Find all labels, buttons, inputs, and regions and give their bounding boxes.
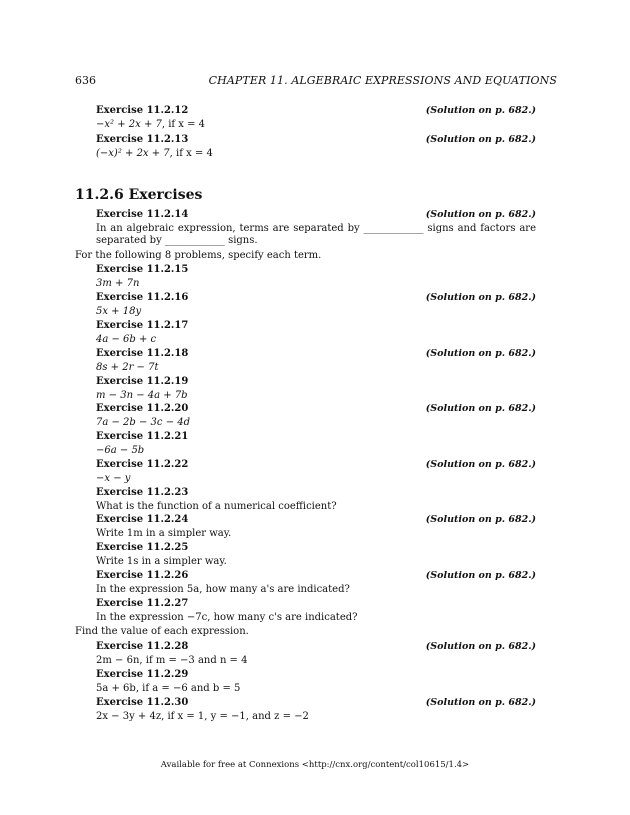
exercise-title: Exercise 11.2.26 — [96, 570, 189, 581]
exercise-block — [96, 431, 536, 457]
exercise-block — [96, 105, 536, 131]
solution-link[interactable]: (Solution on p. 682.) — [425, 403, 536, 414]
exercise-title: Exercise 11.2.29 — [96, 669, 189, 680]
exercise-title: Exercise 11.2.27 — [96, 598, 189, 609]
exercise-block — [96, 514, 536, 540]
exercise-expression: (−x)² + 2x + 7 — [96, 148, 170, 159]
solution-link[interactable]: (Solution on p. 682.) — [425, 697, 536, 708]
exercise-block — [96, 320, 536, 346]
exercise-title: Exercise 11.2.17 — [96, 320, 189, 331]
exercise-block — [96, 134, 536, 160]
exercise-block — [96, 348, 536, 374]
page-footer: Available for free at Connexions <http://cnx.org/content/col10615/1.4> — [160, 760, 470, 770]
solution-link[interactable]: (Solution on p. 682.) — [425, 459, 536, 470]
exercise-body: Write 1s in a simpler way. — [96, 556, 227, 567]
exercise-title: Exercise 11.2.14 — [96, 209, 189, 220]
page-number: 636 — [75, 74, 96, 87]
solution-link[interactable]: (Solution on p. 682.) — [425, 570, 536, 581]
solution-link[interactable]: (Solution on p. 682.) — [425, 105, 536, 116]
exercise-expression: −x² + 2x + 7 — [96, 119, 162, 130]
page-header — [75, 74, 557, 90]
exercise-title: Exercise 11.2.18 — [96, 348, 189, 359]
exercise-block — [96, 376, 536, 402]
exercise-title: Exercise 11.2.22 — [96, 459, 189, 470]
exercise-title: Exercise 11.2.30 — [96, 697, 189, 708]
exercise-condition: , if x = 4 — [161, 119, 206, 130]
exercise-block — [96, 292, 536, 318]
exercise-title: Exercise 11.2.28 — [96, 641, 189, 652]
exercise-block — [96, 697, 536, 723]
exercise-body: −x − y — [96, 473, 131, 484]
exercise-condition: , if x = 4 — [169, 148, 213, 159]
exercise-block — [96, 209, 536, 247]
exercise-block — [96, 459, 536, 485]
exercise-body: In an algebraic expression, terms are separated by ____________ signs and factors are separated by ____________ signs. — [96, 223, 536, 246]
exercise-body: 3m + 7n — [96, 278, 140, 289]
exercise-block — [96, 570, 536, 596]
exercise-title: Exercise 11.2.23 — [96, 487, 189, 498]
solution-link[interactable]: (Solution on p. 682.) — [425, 209, 536, 220]
exercise-title: Exercise 11.2.15 — [96, 264, 189, 275]
exercise-body: 2m − 6n, if m = −3 and n = 4 — [96, 655, 248, 666]
exercise-body: What is the function of a numerical coefficient? — [96, 501, 337, 512]
exercise-block — [96, 264, 536, 290]
chapter-title: CHAPTER 11. ALGEBRAIC EXPRESSIONS AND EQUATIONS — [208, 74, 557, 87]
exercise-body: 2x − 3y + 4z, if x = 1, y = −1, and z = −2 — [96, 711, 309, 722]
instruction-text: Find the value of each expression. — [75, 626, 249, 637]
exercise-block — [96, 598, 536, 624]
exercise-body: 5a + 6b, if a = −6 and b = 5 — [96, 683, 241, 694]
exercise-body: In the expression 5a, how many a's are indicated? — [96, 584, 350, 595]
exercise-body: 8s + 2r − 7t — [96, 362, 159, 373]
solution-link[interactable]: (Solution on p. 682.) — [425, 514, 536, 525]
exercise-title: Exercise 11.2.25 — [96, 542, 189, 553]
exercise-title: Exercise 11.2.19 — [96, 376, 189, 387]
exercise-body — [96, 119, 536, 131]
exercise-title: Exercise 11.2.20 — [96, 403, 189, 414]
exercise-body: 4a − 6b + c — [96, 334, 157, 345]
exercise-block — [96, 542, 536, 568]
exercise-title: Exercise 11.2.16 — [96, 292, 189, 303]
exercise-body — [96, 148, 536, 160]
exercise-title: Exercise 11.2.13 — [96, 134, 189, 145]
solution-link[interactable]: (Solution on p. 682.) — [425, 134, 536, 145]
exercise-block — [96, 669, 536, 695]
exercise-block — [96, 403, 536, 429]
exercise-body: −6a − 5b — [96, 445, 145, 456]
exercise-title: Exercise 11.2.21 — [96, 431, 189, 442]
exercise-body: m − 3n − 4a + 7b — [96, 390, 188, 401]
solution-link[interactable]: (Solution on p. 682.) — [425, 641, 536, 652]
exercise-title: Exercise 11.2.24 — [96, 514, 189, 525]
exercise-body: Write 1m in a simpler way. — [96, 528, 232, 539]
exercise-block — [96, 641, 536, 667]
exercise-block — [96, 487, 536, 513]
instruction-text: For the following 8 problems, specify each term. — [75, 250, 322, 261]
exercise-body: 7a − 2b − 3c − 4d — [96, 417, 191, 428]
exercise-body: 5x + 18y — [96, 306, 142, 317]
solution-link[interactable]: (Solution on p. 682.) — [425, 292, 536, 303]
exercise-title: Exercise 11.2.12 — [96, 105, 189, 116]
solution-link[interactable]: (Solution on p. 682.) — [425, 348, 536, 359]
section-title: 11.2.6 Exercises — [75, 187, 203, 203]
exercise-body: In the expression −7c, how many c's are indicated? — [96, 612, 358, 623]
